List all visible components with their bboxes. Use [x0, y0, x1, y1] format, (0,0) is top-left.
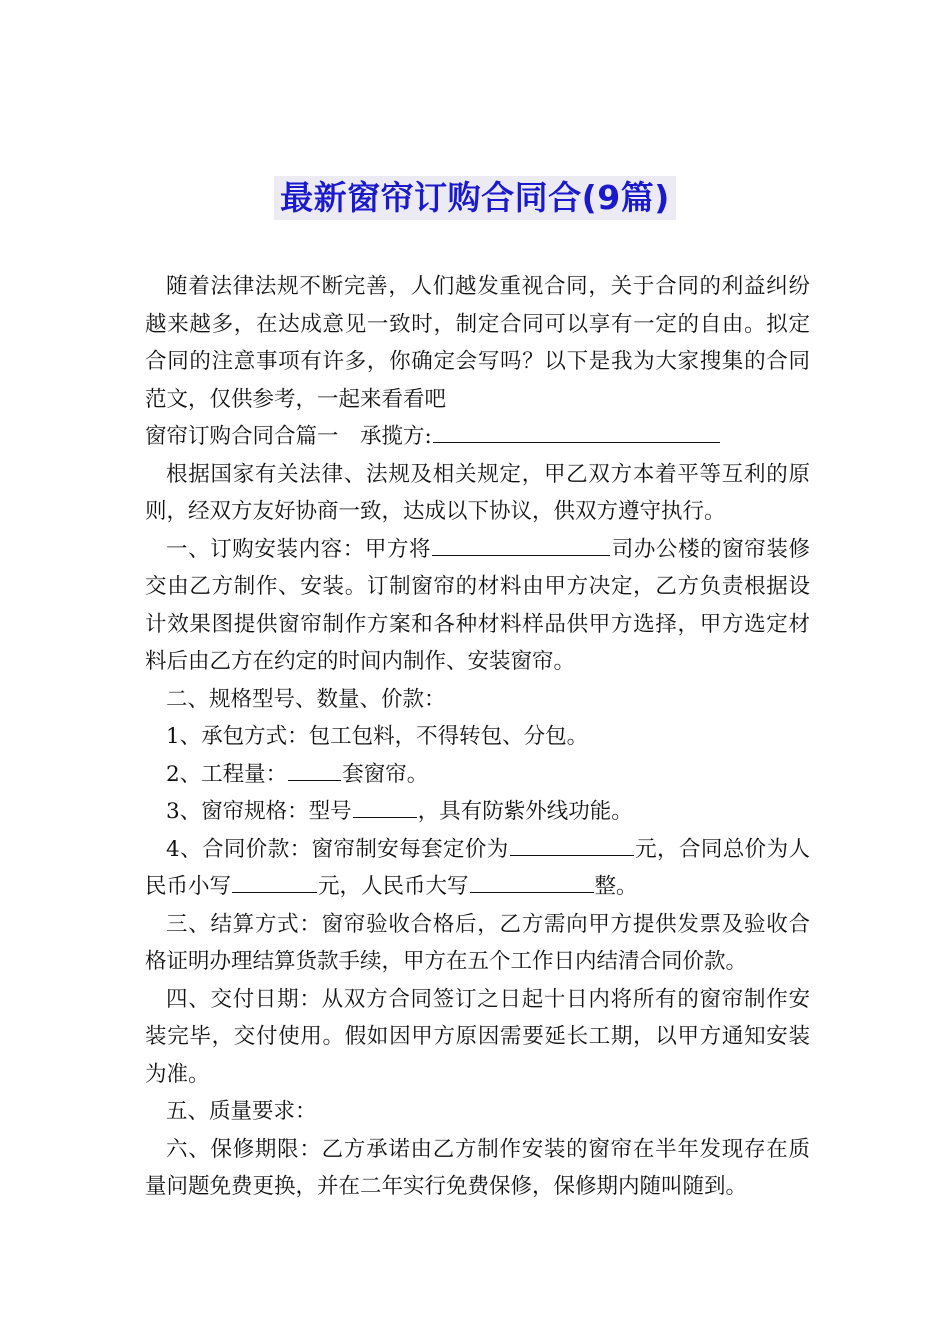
item-3-text-b: ，具有防紫外线功能。: [417, 799, 633, 824]
total-lowercase-blank: [232, 872, 317, 893]
item-3-text-a: 3、窗帘规格：型号: [166, 799, 352, 824]
item-2: [145, 756, 810, 794]
clause-1-text-b: 司办公楼的窗帘装修交由乙方制作、安装。订制窗帘的材料由甲方决定，乙方负责根据设计效果图提供窗帘制作方案和各种材料样品供甲方选择，甲方选定材料后由乙方在约定的时间内制作、安装窗帘。: [145, 536, 810, 674]
item-4-text-b: 元，合同总价为人民币小写: [145, 836, 810, 899]
unit-price-blank: [510, 835, 634, 856]
section-heading: 窗帘订购合同合篇一 承揽方:: [145, 424, 432, 449]
model-blank: [353, 797, 417, 818]
preamble-paragraph: 根据国家有关法律、法规及相关规定，甲乙双方本着平等互利的原则，经双方友好协商一致，达成以下协议，供双方遵守执行。: [145, 461, 810, 524]
company-name-blank: [432, 535, 610, 556]
item-1: 1、承包方式：包工包料，不得转包、分包。: [166, 724, 589, 749]
item-3: [145, 793, 810, 831]
clause-1-text-a: 一、订购安装内容：甲方将: [166, 536, 432, 562]
clause-5: 五、质量要求：: [166, 1099, 317, 1124]
total-uppercase-blank: [470, 872, 594, 893]
section-heading-line: [145, 418, 810, 456]
clause-6: 六、保修期限：乙方承诺由乙方制作安装的窗帘在半年发现存在质量问题免费更换，并在二年实行免费保修，保修期内随叫随到。: [145, 1136, 810, 1199]
contractor-blank: [433, 422, 720, 443]
item-4: [145, 831, 810, 906]
document-body: [145, 268, 810, 1206]
item-4-text-c: 元，人民币大写: [318, 874, 469, 899]
item-2-text-a: 2、工程量：: [166, 761, 288, 787]
clause-1: [145, 531, 810, 681]
clause-4: 四、交付日期：从双方合同签订之日起十日内将所有的窗帘制作安装完毕，交付使用。假如因甲方原因需要延长工期，以甲方通知安装为准。: [145, 986, 810, 1087]
quantity-blank: [288, 760, 341, 781]
clause-3: 三、结算方式：窗帘验收合格后，乙方需向甲方提供发票及验收合格证明办理结算货款手续，甲方在五个工作日内结清合同价款。: [145, 911, 810, 974]
document-title: 最新窗帘订购合同合(9篇): [274, 176, 676, 220]
title-container: [0, 176, 950, 220]
clause-2: 二、规格型号、数量、价款：: [166, 686, 446, 712]
intro-paragraph: 随着法律法规不断完善，人们越发重视合同，关于合同的利益纠纷越来越多，在达成意见一致时，制定合同可以享有一定的自由。拟定合同的注意事项有许多，你确定会写吗？以下是我为大家搜集的合同范文，仅供参考，一起来看看吧: [145, 274, 810, 412]
item-4-text-d: 整。: [594, 874, 638, 899]
item-2-text-b: 套窗帘。: [342, 761, 429, 787]
item-4-text-a: 4、合同价款：窗帘制安每套定价为: [166, 836, 509, 862]
